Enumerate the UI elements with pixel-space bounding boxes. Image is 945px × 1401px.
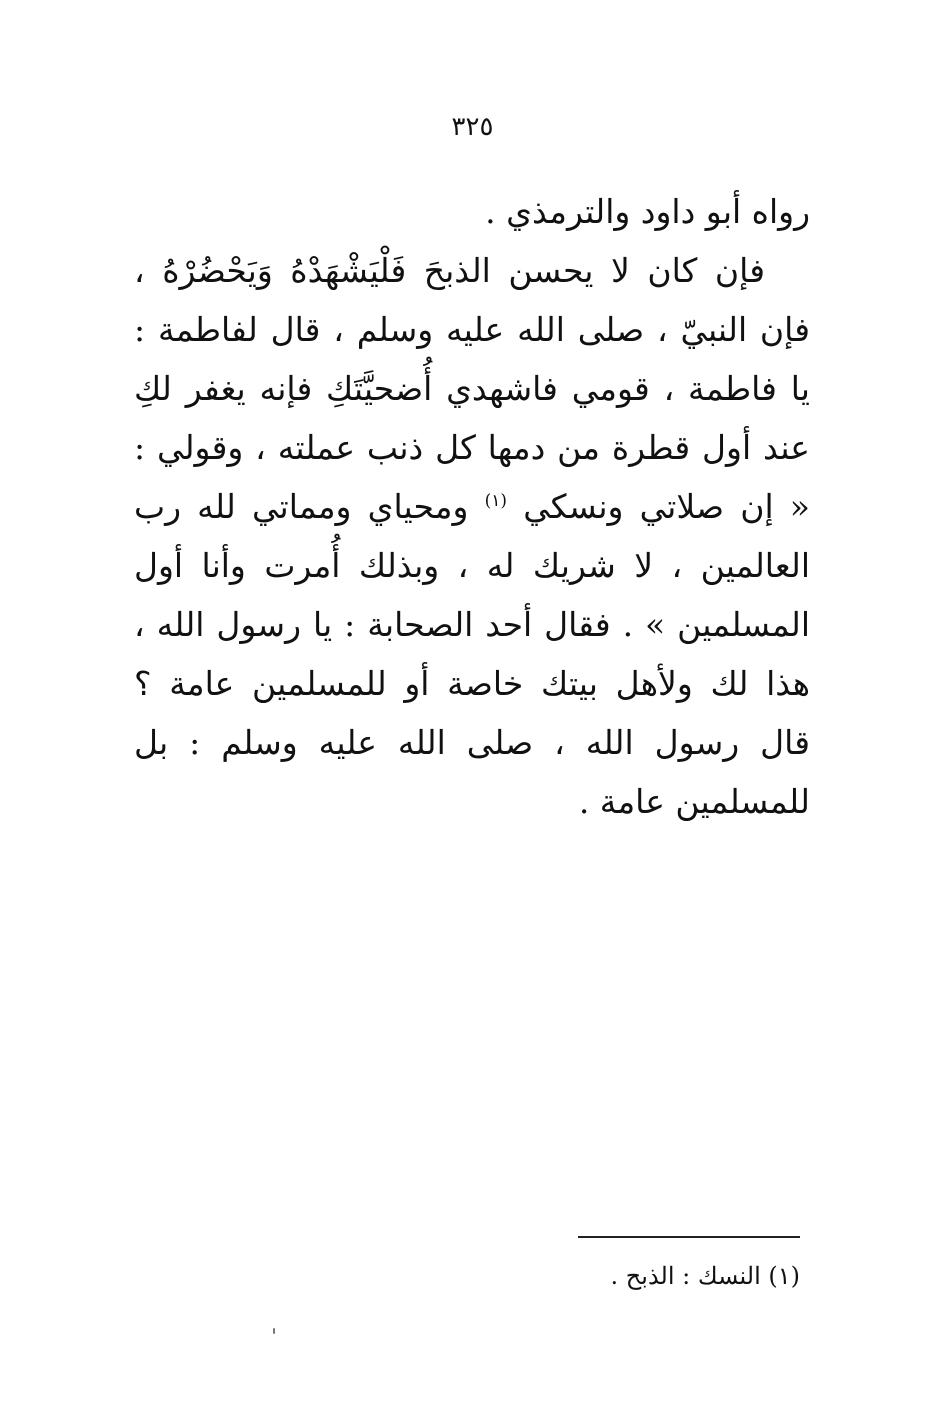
paragraph-2-part-2: ومحياي ومماتي لله رب العالمين ، لا شريك له ، وبذلك أُمرت وأنا أول المسلمين » . فقال أحد الصحابة : يا رسول الله ، هذا لك ولأهل بيتك خاصة أو للمسلمين عامة ؟ قال رسول الله ، صلى الله عليه وسلم : بل للمسلمين عامة . <box>134 487 810 821</box>
footnote: (١) النسك : الذبح . <box>610 1262 800 1290</box>
paragraph-2 <box>134 241 810 831</box>
scan-speck <box>273 1328 275 1334</box>
footnote-divider <box>578 1236 800 1238</box>
footnote-reference: (١) <box>484 491 507 511</box>
paragraph-2-part-1: فإن كان لا يحسن الذبحَ فَلْيَشْهَدْهُ وَيَحْضُرْهُ ، فإن النبيّ ، صلى الله عليه وسلم ، قال لفاطمة : يا فاطمة ، قومي فاشهدي أُضحيَّتَكِ فإنه يغفر لكِ عند أول قطرة من دمها كل ذنب عملته ، وقولي : « إن صلاتي ونسكي <box>134 251 810 526</box>
main-text <box>134 182 810 831</box>
paragraph-1: رواه أبو داود والترمذي . <box>485 192 810 231</box>
page-number: ٣٢٥ <box>451 112 494 142</box>
